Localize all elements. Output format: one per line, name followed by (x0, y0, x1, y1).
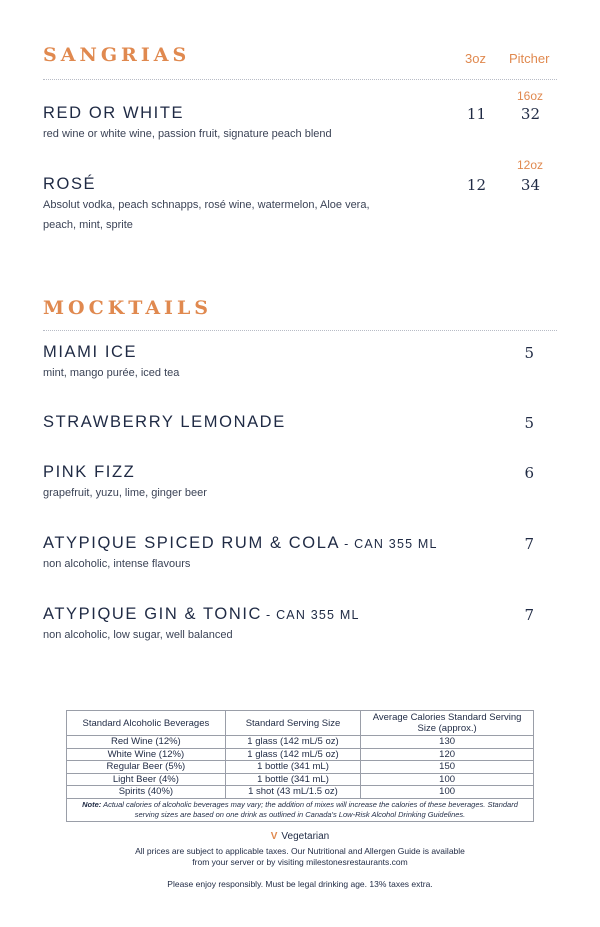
cell-calories: 120 (361, 748, 534, 761)
note-label: Note: (82, 799, 102, 809)
mocktails-divider (43, 330, 557, 331)
cell-beverage: Regular Beer (5%) (67, 761, 226, 774)
cell-serving: 1 shot (43 mL/1.5 oz) (225, 786, 360, 799)
item-name: RED OR WHITE (43, 104, 185, 122)
table-row (67, 736, 534, 749)
cell-beverage: Red Wine (12%) (67, 736, 226, 749)
item-description: Absolut vodka, peach schnapps, rosé wine, watermelon, Aloe vera, peach, mint, sprite (43, 199, 370, 231)
item-description: non alcoholic, low sugar, well balanced (43, 629, 233, 641)
vegetarian-icon: V (270, 831, 278, 842)
header-average-calories: Average Calories Standard Serving Size (approx.) (361, 711, 534, 736)
sangrias-title: SANGRIAS (43, 44, 191, 66)
taxes-line-2: from your server or by visiting milestonesrestaurants.com (192, 857, 408, 867)
calories-table (66, 710, 534, 822)
vegetarian-label: Vegetarian (281, 831, 330, 842)
size-note: 12oz (516, 158, 543, 172)
size-note: 16oz (516, 89, 543, 103)
price-3oz: 11 (466, 105, 486, 123)
vegetarian-legend (0, 831, 600, 842)
cell-beverage: White Wine (12%) (67, 748, 226, 761)
item-name-text: ATYPIQUE GIN & TONIC (43, 605, 263, 623)
price: 7 (524, 535, 534, 553)
note-text: Actual calories of alcoholic beverages may vary; the addition of mixes will increase the calories of these beverages. Standard serving sizes are based on one drink as outlined in Canada's Low-Risk Alcohol Drinking Guidelines. (103, 799, 518, 819)
price: 5 (524, 344, 534, 362)
item-name: PINK FIZZ (43, 463, 136, 481)
item-description: grapefruit, yuzu, lime, ginger beer (43, 487, 207, 499)
item-name-text: ATYPIQUE SPICED RUM & COLA (43, 534, 341, 552)
price: 6 (524, 464, 534, 482)
price: 7 (524, 606, 534, 624)
item-name (43, 534, 438, 553)
column-header-3oz: 3oz (465, 51, 486, 66)
cell-calories: 100 (361, 786, 534, 799)
cell-calories: 100 (361, 773, 534, 786)
table-row (67, 748, 534, 761)
sangrias-divider (43, 79, 557, 80)
price-3oz: 12 (466, 176, 486, 194)
table-note (67, 798, 534, 821)
table-note-row (67, 798, 534, 821)
taxes-line-1: All prices are subject to applicable taxes. Our Nutritional and Allergen Guide is available (135, 846, 465, 856)
item-description: red wine or white wine, passion fruit, signature peach blend (43, 128, 332, 140)
responsibly-notice: Please enjoy responsibly. Must be legal drinking age. 13% taxes extra. (167, 879, 433, 889)
cell-calories: 130 (361, 736, 534, 749)
cell-serving: 1 bottle (341 mL) (225, 761, 360, 774)
price: 5 (524, 414, 534, 432)
cell-beverage: Spirits (40%) (67, 786, 226, 799)
table-row (67, 761, 534, 774)
item-name (43, 605, 360, 624)
cell-serving: 1 glass (142 mL/5 oz) (225, 748, 360, 761)
item-can-size: - CAN 355 ML (266, 608, 360, 622)
mocktails-title: MOCKTAILS (43, 297, 213, 319)
table-row (67, 773, 534, 786)
item-name: STRAWBERRY LEMONADE (43, 413, 286, 431)
column-header-pitcher: Pitcher (509, 51, 550, 66)
cell-serving: 1 glass (142 mL/5 oz) (225, 736, 360, 749)
price-pitcher: 32 (520, 105, 540, 123)
item-description: non alcoholic, intense flavours (43, 558, 191, 570)
cell-serving: 1 bottle (341 mL) (225, 773, 360, 786)
item-name: ROSÉ (43, 175, 97, 193)
price-pitcher: 34 (520, 176, 540, 194)
item-description: mint, mango purée, iced tea (43, 367, 180, 379)
cell-beverage: Light Beer (4%) (67, 773, 226, 786)
header-serving-size: Standard Serving Size (225, 711, 360, 736)
cell-calories: 150 (361, 761, 534, 774)
item-name: MIAMI ICE (43, 343, 138, 361)
header-beverage: Standard Alcoholic Beverages (67, 711, 226, 736)
table-row (67, 786, 534, 799)
item-can-size: - CAN 355 ML (344, 537, 438, 551)
table-header-row (67, 711, 534, 736)
